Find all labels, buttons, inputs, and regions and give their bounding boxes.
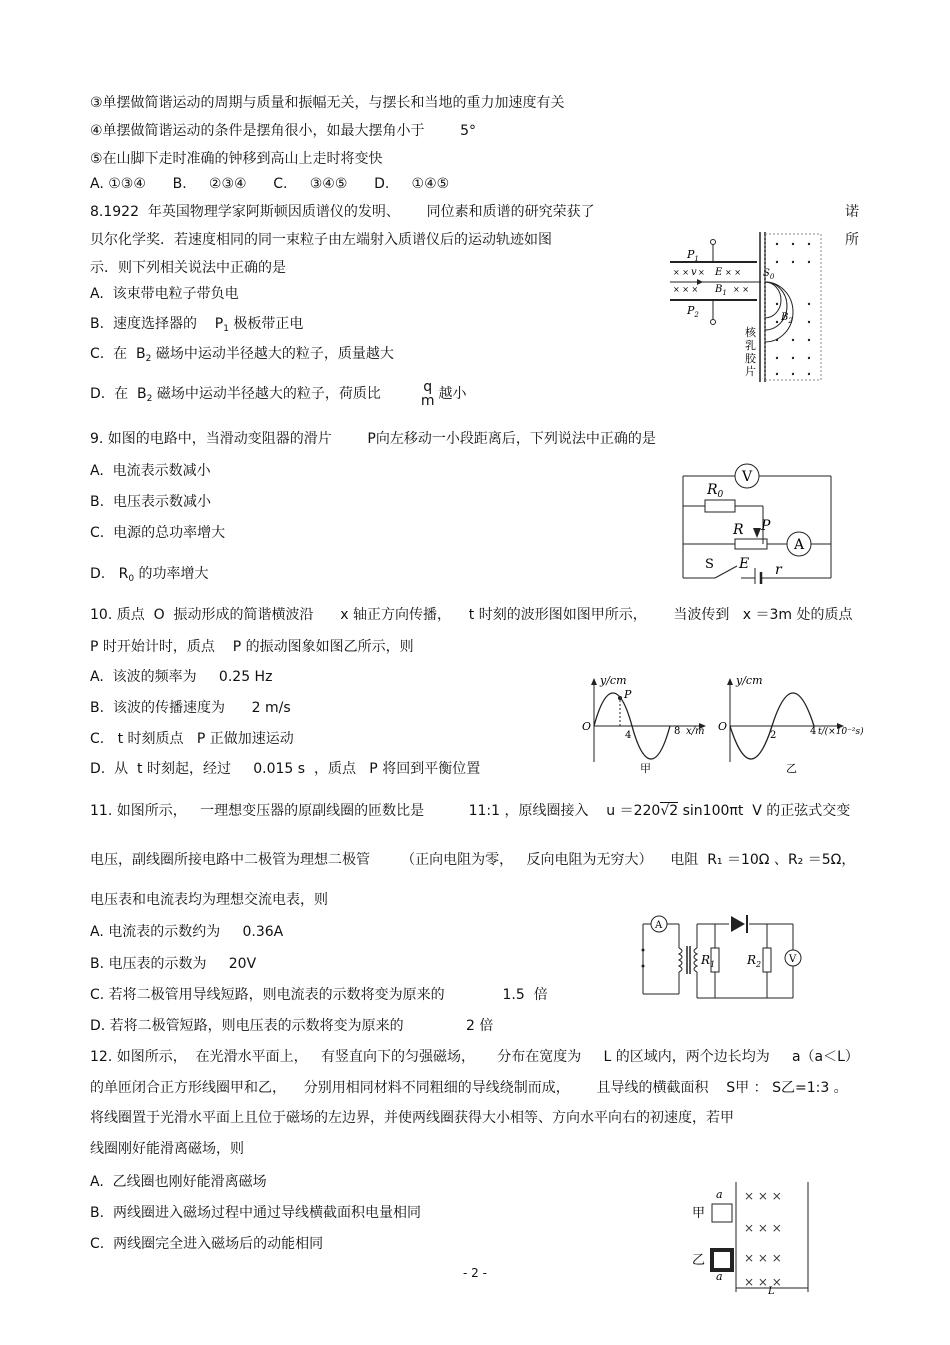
q8-option-b: B. 速度选择器的 $P_1$ 极板带正电 — [90, 316, 304, 334]
q8-stem-line3: 示．则下列相关说法中正确的是 — [90, 260, 286, 276]
q10-option-d: D. 从 t 时刻起，经过 0.015 s ，质点 P 将回到平衡位置 — [90, 761, 481, 777]
transformer-circuit-figure — [635, 910, 810, 1002]
right-y-axis-label: y/cm — [736, 674, 763, 687]
q9-option-d: D. $R_0$ 的功率增大 — [90, 566, 209, 584]
q12-option-c: C. 两线圈完全进入磁场后的动能相同 — [90, 1236, 324, 1252]
q11-stem-line3: 电压表和电流表均为理想交流电表，则 — [90, 892, 328, 908]
label-b2: $B_2$ — [781, 312, 793, 325]
circuit-figure-q9 — [675, 462, 840, 584]
q11-stem-line2: 电压，副线圈所接电路中二极管为理想二极管 （正向电阻为零， 反向电阻为无穷大） 电阻 R₁ ＝10Ω 、R₂ ＝5Ω， — [90, 852, 856, 868]
q8-stem-line1-end: 诺 — [845, 204, 859, 220]
q9-option-a: A. 电流表示数减小 — [90, 463, 211, 479]
label-e: E — [715, 267, 723, 278]
left-tick-8: 8 — [674, 726, 681, 737]
left-point-p: P — [624, 688, 632, 701]
film-label-4: 片 — [745, 365, 756, 378]
ammeter-label: A — [655, 920, 663, 931]
sqrt-symbol: √2 — [660, 803, 679, 819]
svg-text:×: × — [698, 268, 705, 277]
svg-text:× × ×: × × × — [673, 285, 699, 294]
mass-spectrometer-figure — [665, 232, 825, 384]
label-s: S — [705, 557, 714, 572]
q8-option-a: A. 该束带电粒子带负电 — [90, 286, 239, 302]
svg-text:× ×: × × — [733, 285, 749, 294]
q12-option-b: B. 两线圈进入磁场过程中通过导线横截面积电量相同 — [90, 1205, 421, 1221]
svg-text:× ×: × × — [725, 268, 741, 277]
q10-stem-line2: P 时开始计时，质点 P 的振动图象如图乙所示，则 — [90, 639, 414, 655]
ammeter-label: A — [794, 537, 805, 553]
svg-text:× × ×: × × × — [744, 1251, 782, 1265]
film-label-3: 胶 — [745, 352, 756, 365]
q12-stem-line2: 的单匝闭合正方形线圈甲和乙， 分别用相同材料不同粗细的导线绕制而成， 且导线的横截面积 S甲 ： S乙=1:3 。 — [90, 1080, 848, 1096]
label-a-bottom: a — [716, 1270, 723, 1283]
q9-option-b: B. 电压表示数减小 — [90, 494, 211, 510]
q7-choices: A. ①③④ B. ②③④ C. ③④⑤ D. ①④⑤ — [90, 176, 450, 192]
film-label-2: 乳 — [745, 339, 756, 352]
q8-stem-line2-end: 所 — [845, 232, 859, 248]
label-b1: $B_1$ — [715, 284, 727, 297]
charge-mass-fraction: q m — [420, 379, 435, 409]
left-y-axis-label: y/cm — [600, 674, 627, 687]
right-x-axis-label: t/(×10⁻²s) — [818, 727, 864, 737]
q8-option-c: C. 在 $B_2$ 磁场中运动半径越大的粒子，质量越大 — [90, 346, 394, 364]
right-origin: O — [718, 720, 728, 733]
q12-option-a: A. 乙线圈也刚好能滑离磁场 — [90, 1174, 267, 1190]
label-r2: $R_2$ — [747, 953, 762, 969]
svg-text:× ×: × × — [673, 268, 689, 277]
q7-statement-5: ⑤在山脚下走时准确的钟移到高山上走时将变快 — [90, 151, 383, 167]
label-internal-r: r — [775, 562, 782, 578]
right-tick-2: 2 — [770, 730, 777, 741]
label-a-top: a — [716, 1188, 723, 1201]
q8-stem-line1: 8.1922 年英国物理学家阿斯顿因质谱仪的发明、 同位素和质谱的研究荣获了 — [90, 204, 595, 220]
left-tick-4: 4 — [625, 730, 632, 741]
label-p: P — [761, 518, 771, 534]
svg-text:× × ×: × × × — [744, 1221, 782, 1235]
label-e: E — [739, 556, 750, 572]
q11-option-b: B. 电压表的示数为 20V — [90, 956, 257, 972]
label-p2: $P_2$ — [687, 304, 699, 319]
q9-option-c: C. 电源的总功率增大 — [90, 525, 226, 541]
left-x-axis-label: x/m — [686, 726, 705, 737]
label-r1: $R_1$ — [701, 953, 716, 969]
wave-graphs-figure — [578, 672, 870, 780]
label-r: R — [733, 522, 744, 538]
q10-stem-line1: 10. 质点 O 振动形成的简谐横波沿 x 轴正方向传播， t 时刻的波形图如图甲所示， 当波传到 x ＝3m 处的质点 — [90, 607, 853, 623]
label-p1: $P_1$ — [687, 248, 699, 263]
q11-stem-line1: 11. 如图所示， 一理想变压器的原副线圈的匝数比是 11:1 ，原线圈接入 u ＝220√2 sin100πt V 的正弦式交变 — [90, 803, 851, 819]
q12-stem-line4: 线圈刚好能滑离磁场，则 — [90, 1141, 244, 1157]
voltmeter-label: V — [742, 469, 753, 485]
svg-text:× × ×: × × × — [744, 1275, 782, 1289]
q11-option-a: A. 电流表的示数约为 0.36A — [90, 924, 284, 940]
left-caption: 甲 — [640, 762, 651, 775]
label-s0: $S_0$ — [763, 268, 775, 281]
right-tick-4: 4 — [810, 726, 817, 737]
q10-option-a: A. 该波的频率为 0.25 Hz — [90, 669, 273, 685]
label-r0: $R_0$ — [707, 482, 724, 500]
q10-option-b: B. 该波的传播速度为 2 m/s — [90, 700, 291, 716]
svg-text:× × ×: × × × — [744, 1189, 782, 1203]
q12-stem-line1: 12. 如图所示， 在光滑水平面上， 有竖直向下的匀强磁场， 分布在宽度为 L 的区域内，两个边长均为 a（a＜L） — [90, 1049, 859, 1065]
q10-option-c: C. t 时刻质点 P 正做加速运动 — [90, 731, 294, 747]
q7-statement-4: ④单摆做简谐运动的条件是摆角很小，如最大摆角小于 5° — [90, 123, 477, 139]
width-l-label: L — [768, 1286, 775, 1297]
coil-jia-label: 甲 — [692, 1206, 706, 1221]
q7-statement-3: ③单摆做简谐运动的周期与质量和振幅无关，与摆长和当地的重力加速度有关 — [90, 95, 565, 111]
q11-option-c: C. 若将二极管用导线短路，则电流表的示数将变为原来的 1.5 倍 — [90, 987, 548, 1003]
q12-stem-line3: 将线圈置于光滑水平面上且位于磁场的左边界，并使两线圈获得大小相等、方向水平向右的初速度，若甲 — [90, 1110, 734, 1126]
magnetic-field-coils-figure — [688, 1182, 813, 1300]
coil-yi-label: 乙 — [692, 1253, 706, 1268]
q9-stem: 9. 如图的电路中，当滑动变阻器的滑片 P向左移动一小段距离后，下列说法中正确的是 — [90, 431, 656, 447]
q8-stem-line2: 贝尔化学奖．若速度相同的同一束粒子由左端射入质谱仪后的运动轨迹如图 — [90, 232, 552, 248]
film-label-1: 核 — [745, 326, 756, 339]
right-caption: 乙 — [786, 762, 797, 775]
page-number: - 2 - — [463, 1266, 487, 1280]
q8-option-d: D. 在 $B_2$ 磁场中运动半径越大的粒子，荷质比 q m 越小 — [90, 379, 467, 409]
q11-option-d: D. 若将二极管短路，则电压表的示数将变为原来的 2 倍 — [90, 1018, 494, 1034]
left-origin: O — [582, 720, 592, 733]
voltmeter-label: V — [789, 954, 797, 965]
label-v: v — [691, 267, 697, 278]
